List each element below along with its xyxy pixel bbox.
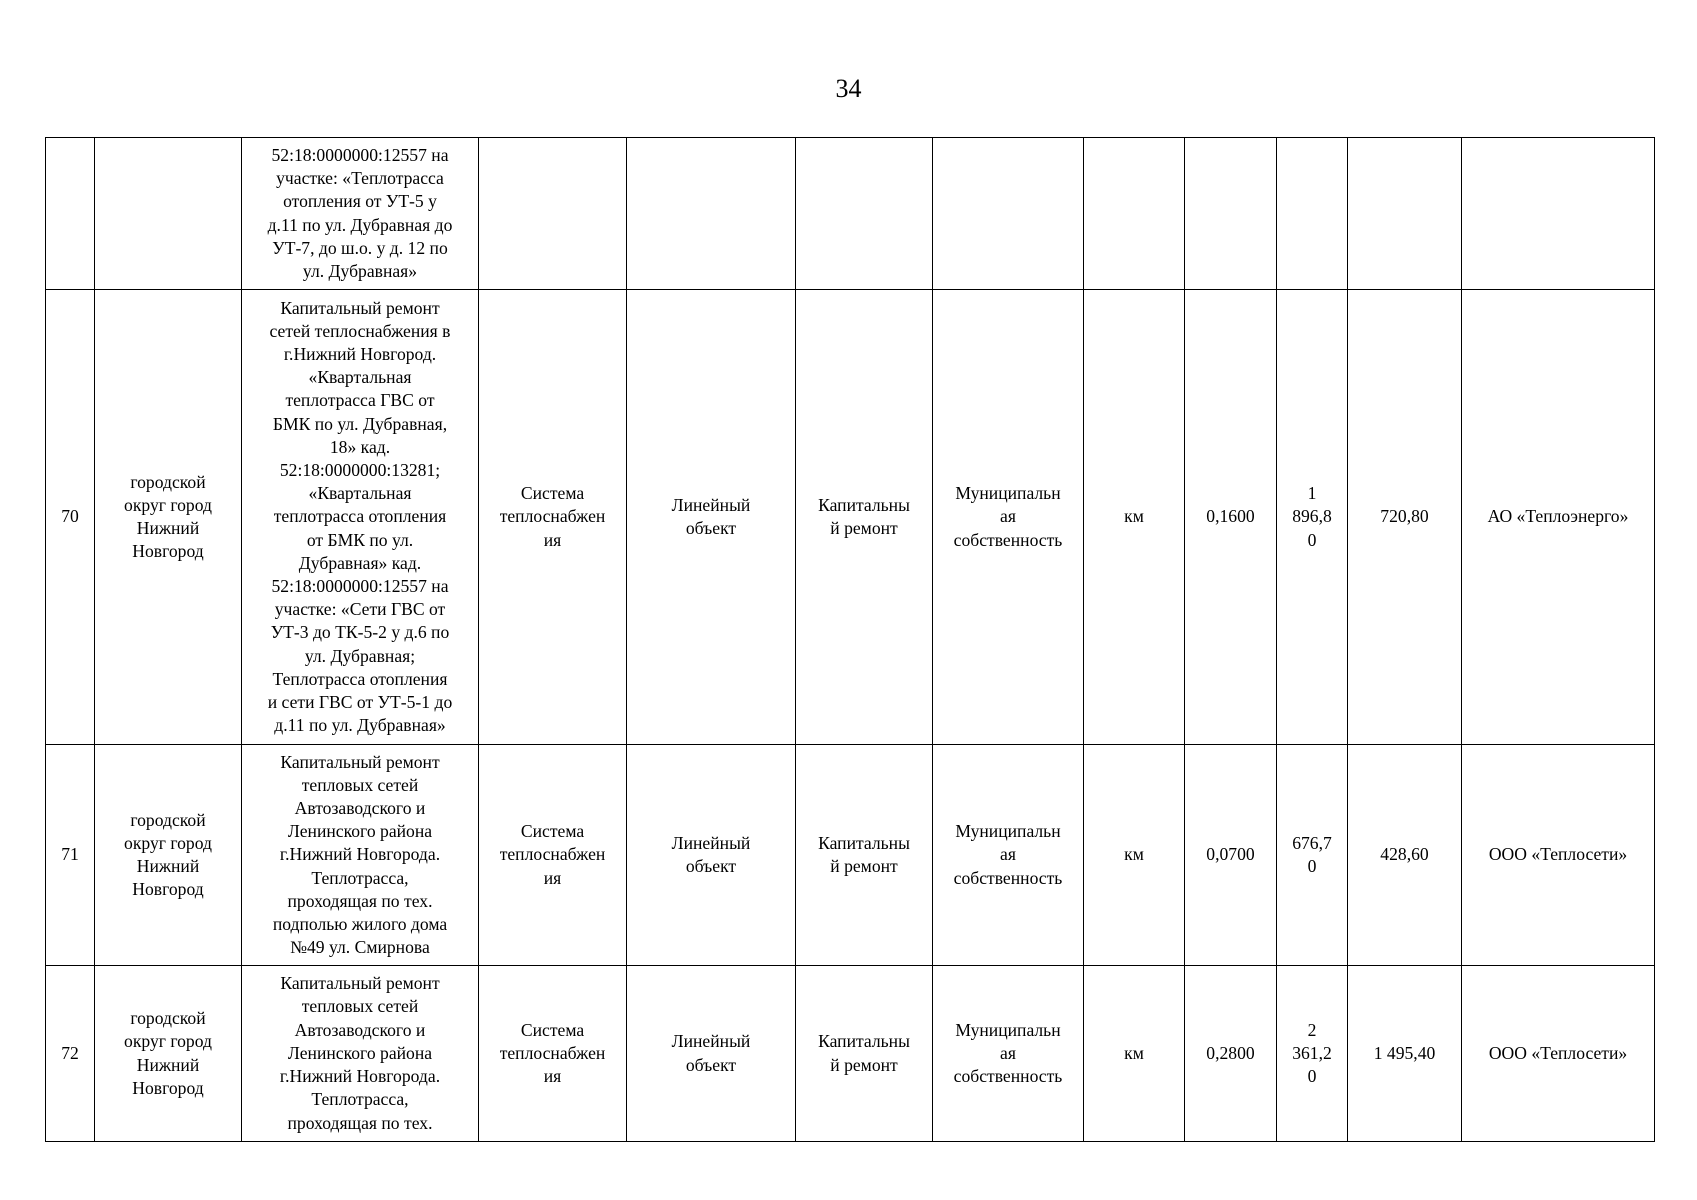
cell-line: ия (543, 1066, 562, 1087)
object-type-cell (627, 138, 796, 290)
description-cell (242, 138, 479, 290)
organization-cell (1462, 745, 1655, 966)
unit-cell (1084, 290, 1185, 745)
cell-line: Муниципальн (955, 1019, 1061, 1040)
cell-line: тепловых сетей (301, 774, 419, 795)
cell-line: Система (520, 1019, 585, 1040)
cell-line: Ленинского района (287, 821, 433, 842)
row-number (46, 290, 95, 745)
cell-line: Капитальны (818, 1031, 910, 1052)
work-type-cell (796, 966, 933, 1142)
cell-line: г.Нижний Новгорода. (279, 1066, 441, 1087)
cell-text: км (1124, 506, 1144, 527)
cell-line: городской (130, 471, 206, 492)
cost-part-cell (1348, 966, 1462, 1142)
ownership-cell (933, 138, 1084, 290)
cell-line: объект (685, 1054, 737, 1075)
row-number (46, 745, 95, 966)
work-type-cell (796, 290, 933, 745)
cell-line: Теплотрасса, (311, 1089, 409, 1110)
ownership-cell (933, 966, 1084, 1142)
cell-line: 0 (1307, 1066, 1317, 1087)
length-cell (1185, 966, 1277, 1142)
investment-program-table (45, 137, 1655, 1142)
organization-cell (1462, 966, 1655, 1142)
cell-text: км (1124, 1042, 1144, 1063)
cell-line: 676,7 (1292, 832, 1332, 853)
cell-line: теплотрасса отопления (273, 506, 447, 527)
cell-line: д.11 по ул. Дубравная до (267, 214, 453, 235)
cell-line: Линейный (671, 832, 751, 853)
cell-text: 72 (61, 1042, 79, 1063)
cell-text: АО «Теплоэнерго» (1487, 506, 1629, 527)
cell-text: 0,2800 (1206, 1042, 1255, 1063)
cell-line: собственность (953, 867, 1063, 888)
cell-line: Новгород (132, 541, 204, 562)
system-cell (479, 966, 627, 1142)
cell-line: УТ-7, до ш.о. у д. 12 по (272, 237, 448, 258)
table-row (46, 138, 1655, 290)
unit-cell (1084, 966, 1185, 1142)
cell-line: Муниципальн (955, 483, 1061, 504)
cell-line: теплоснабжен (499, 844, 606, 865)
cell-line: №49 ул. Смирнова (290, 937, 430, 958)
cell-line: 52:18:0000000:12557 на (271, 144, 449, 165)
work-type-cell (796, 138, 933, 290)
cell-line: й ремонт (830, 1054, 898, 1075)
cell-line: ая (1000, 506, 1016, 527)
length-cell (1185, 290, 1277, 745)
cell-line: 0 (1307, 856, 1317, 876)
cost-part-cell (1348, 745, 1462, 966)
cell-line: подполью жилого дома (272, 914, 448, 934)
cell-line: 896,8 (1292, 506, 1332, 527)
cell-text: км (1124, 844, 1144, 865)
ownership-cell (933, 290, 1084, 745)
cell-line: тепловых сетей (301, 996, 419, 1017)
cell-line: теплотрасса ГВС от (285, 390, 435, 411)
cell-line: проходящая по тех. (287, 1112, 433, 1133)
cell-line: проходящая по тех. (287, 890, 433, 911)
cost-total-cell (1277, 966, 1348, 1142)
cell-line: ул. Дубравная» (302, 260, 418, 281)
system-cell (479, 138, 627, 290)
work-type-cell (796, 745, 933, 966)
cell-line: городской (130, 1008, 206, 1029)
cell-line: 0 (1307, 529, 1317, 550)
ownership-cell (933, 745, 1084, 966)
territory-cell (95, 138, 242, 290)
system-cell (479, 745, 627, 966)
organization-cell (1462, 138, 1655, 290)
cell-line: ия (543, 867, 562, 888)
organization-cell (1462, 290, 1655, 745)
cell-line: городской (130, 809, 206, 830)
cell-line: Новгород (132, 1077, 204, 1098)
table-row (46, 745, 1655, 966)
row-number (46, 966, 95, 1142)
cell-line: й ремонт (830, 518, 898, 538)
cell-line: 52:18:0000000:12557 на (271, 576, 449, 596)
cell-line: «Квартальная (308, 367, 412, 388)
unit-cell (1084, 138, 1185, 290)
cost-total-cell (1277, 745, 1348, 966)
system-cell (479, 290, 627, 745)
cell-line: участке: «Сети ГВС от (274, 599, 446, 620)
cell-line: сетей теплоснабжения в (269, 320, 451, 341)
length-cell (1185, 138, 1277, 290)
description-cell (242, 745, 479, 966)
object-type-cell (627, 966, 796, 1142)
cell-text: 70 (61, 506, 79, 527)
cell-line: ая (1000, 844, 1016, 865)
cell-line: 52:18:0000000:13281; (279, 459, 441, 480)
cell-line: Нижний (136, 856, 200, 876)
cell-text: 0,0700 (1206, 844, 1255, 865)
description-cell (242, 966, 479, 1142)
cell-line: Система (520, 483, 585, 504)
description-cell (242, 290, 479, 745)
cell-line: Теплотрасса отопления (272, 668, 448, 689)
cell-line: округ город (124, 494, 212, 515)
cell-line: участке: «Теплотрасса (276, 168, 444, 189)
territory-cell (95, 290, 242, 745)
table-row (46, 966, 1655, 1142)
length-cell (1185, 745, 1277, 966)
cell-line: УТ-3 до ТК-5-2 у д.6 по (270, 622, 450, 643)
cell-line: отопления от УТ-5 у (283, 191, 437, 212)
page-number: 34 (835, 74, 862, 103)
cell-line: округ город (124, 1031, 212, 1052)
territory-cell (95, 745, 242, 966)
cost-part-cell (1348, 138, 1462, 290)
cell-line: Нижний (136, 518, 200, 538)
cost-total-cell (1277, 138, 1348, 290)
cell-line: Капитальный ремонт (280, 297, 440, 318)
cell-line: г.Нижний Новгород. (283, 343, 437, 364)
row-number (46, 138, 95, 290)
cell-line: Капитальный ремонт (280, 973, 440, 994)
cell-line: 1 (1307, 483, 1317, 504)
cell-text: ООО «Теплосети» (1488, 844, 1628, 865)
cell-line: 2 (1307, 1019, 1317, 1040)
cell-text: 720,80 (1380, 506, 1429, 527)
cell-line: и сети ГВС от УТ-5-1 до (267, 692, 453, 713)
cell-text: ООО «Теплосети» (1488, 1042, 1628, 1063)
cell-line: Система (520, 821, 585, 842)
cell-line: Капитальны (818, 494, 910, 515)
cell-line: Новгород (132, 879, 204, 900)
cell-text: 428,60 (1380, 844, 1429, 865)
cell-line: Теплотрасса, (311, 867, 409, 888)
cell-line: г.Нижний Новгорода. (279, 844, 441, 865)
cell-line: ая (1000, 1042, 1016, 1063)
cell-text: 71 (61, 844, 79, 865)
cell-line: теплоснабжен (499, 506, 606, 527)
cell-line: д.11 по ул. Дубравная» (274, 715, 446, 736)
cell-line: округ город (124, 832, 212, 853)
cell-line: 18» кад. (329, 436, 391, 457)
cell-text: 0,1600 (1206, 506, 1255, 527)
cell-line: ия (543, 529, 562, 550)
cell-line: ул. Дубравная; (304, 645, 416, 666)
cell-line: теплоснабжен (499, 1042, 606, 1063)
unit-cell (1084, 745, 1185, 966)
cell-line: Капитальный ремонт (280, 751, 440, 772)
cell-line: объект (685, 856, 737, 876)
cost-total-cell (1277, 290, 1348, 745)
cell-line: Автозаводского и (294, 1019, 426, 1040)
cell-line: Линейный (671, 1031, 751, 1052)
object-type-cell (627, 745, 796, 966)
table-row (46, 290, 1655, 745)
cell-line: БМК по ул. Дубравная, (272, 413, 448, 434)
cell-line: Линейный (671, 494, 751, 515)
cell-line: 361,2 (1292, 1042, 1332, 1063)
cost-part-cell (1348, 290, 1462, 745)
cell-line: Автозаводского и (294, 797, 426, 818)
cell-line: й ремонт (830, 856, 898, 876)
cell-line: собственность (953, 1066, 1063, 1087)
cell-line: Нижний (136, 1054, 200, 1075)
territory-cell (95, 966, 242, 1142)
cell-line: Ленинского района (287, 1042, 433, 1063)
cell-line: объект (685, 518, 737, 538)
cell-line: «Квартальная (308, 483, 412, 504)
cell-text: 1 495,40 (1373, 1042, 1436, 1063)
cell-line: Капитальны (818, 832, 910, 853)
cell-line: от БМК по ул. (306, 529, 414, 550)
object-type-cell (627, 290, 796, 745)
cell-line: собственность (953, 529, 1063, 550)
table-body (46, 138, 1655, 1142)
cell-line: Муниципальн (955, 821, 1061, 842)
cell-line: Дубравная» кад. (298, 552, 422, 573)
